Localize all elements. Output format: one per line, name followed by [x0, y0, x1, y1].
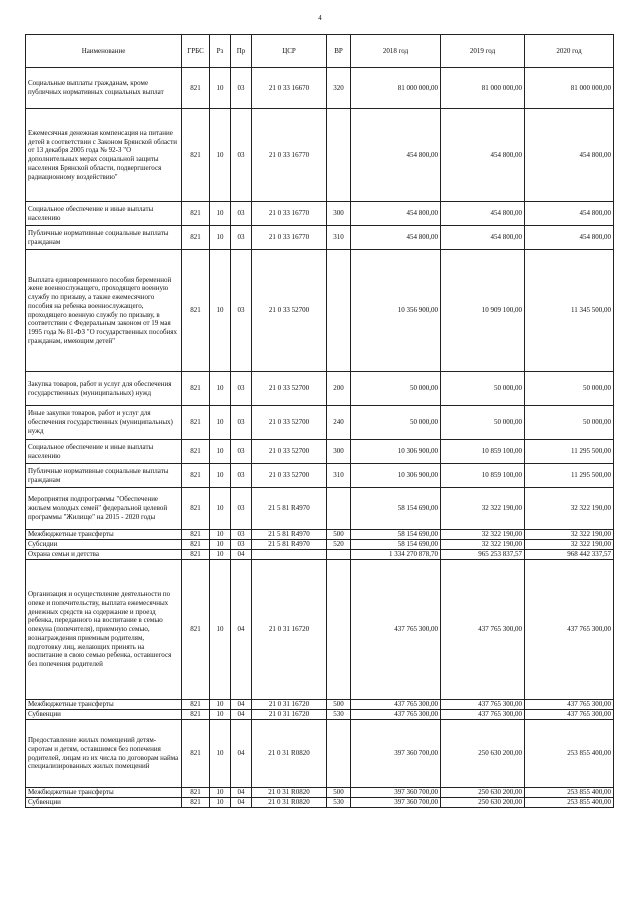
table-row — [26, 202, 614, 226]
row-vr: 200 — [327, 372, 351, 406]
row-grbs: 821 — [182, 560, 210, 700]
row-pr: 03 — [231, 464, 252, 488]
table-header-row — [26, 35, 614, 68]
row-rz: 10 — [210, 700, 231, 710]
row-csr: 21 0 33 52700 — [252, 372, 327, 406]
row-name: Предоставление жилых помещений детям-сиротам и детям, оставшимся без попечения родителей, лицам из их числа по договорам найма специализированных жилых помещений — [26, 720, 182, 788]
page-number: 4 — [318, 14, 322, 22]
row-csr: 21 0 31 16720 — [252, 710, 327, 720]
row-pr: 04 — [231, 550, 252, 560]
row-vr: 530 — [327, 710, 351, 720]
row-2018: 437 765 300,00 — [351, 700, 441, 710]
row-pr: 04 — [231, 710, 252, 720]
row-vr: 500 — [327, 700, 351, 710]
row-vr — [327, 250, 351, 372]
row-grbs: 821 — [182, 109, 210, 202]
row-vr — [327, 560, 351, 700]
row-name: Субвенции — [26, 710, 182, 720]
row-2018: 397 360 700,00 — [351, 798, 441, 808]
row-2019: 454 800,00 — [441, 109, 525, 202]
row-rz: 10 — [210, 710, 231, 720]
header-2019: 2019 год — [441, 35, 525, 68]
row-2018: 454 800,00 — [351, 202, 441, 226]
row-rz: 10 — [210, 798, 231, 808]
row-2018: 58 154 690,00 — [351, 488, 441, 530]
row-2019: 32 322 190,00 — [441, 540, 525, 550]
row-name: Межбюджетные трансферты — [26, 700, 182, 710]
row-vr: 320 — [327, 68, 351, 109]
row-grbs: 821 — [182, 550, 210, 560]
row-name: Выплата единовременного пособия беременной жене военнослужащего, проходящего военную службу по призыву, а также ежемесячного пособия на ребенка военнослужащего, проходящего военную службу по призыву, в соответствии с Федеральным законом от 19 мая 1995 года № 81-ФЗ "О государственных пособиях гражданам, имеющим детей" — [26, 250, 182, 372]
row-2020: 11 345 500,00 — [525, 250, 614, 372]
row-2020: 11 295 500,00 — [525, 440, 614, 464]
row-vr: 310 — [327, 464, 351, 488]
row-pr: 04 — [231, 720, 252, 788]
row-rz: 10 — [210, 109, 231, 202]
row-name: Публичные нормативные социальные выплаты гражданам — [26, 226, 182, 250]
row-pr: 04 — [231, 798, 252, 808]
row-pr: 03 — [231, 226, 252, 250]
row-rz: 10 — [210, 202, 231, 226]
row-grbs: 821 — [182, 540, 210, 550]
row-rz: 10 — [210, 488, 231, 530]
table-row — [26, 464, 614, 488]
table-row — [26, 710, 614, 720]
row-name: Закупка товаров, работ и услуг для обеспечения государственных (муниципальных) нужд — [26, 372, 182, 406]
row-vr: 520 — [327, 540, 351, 550]
row-2020: 454 800,00 — [525, 202, 614, 226]
row-name: Межбюджетные трансферты — [26, 788, 182, 798]
row-rz: 10 — [210, 226, 231, 250]
row-csr: 21 0 31 R0820 — [252, 798, 327, 808]
row-rz: 10 — [210, 406, 231, 440]
table-row — [26, 68, 614, 109]
row-vr — [327, 488, 351, 530]
row-rz: 10 — [210, 440, 231, 464]
table-row — [26, 109, 614, 202]
row-pr: 03 — [231, 68, 252, 109]
row-2018: 10 356 900,00 — [351, 250, 441, 372]
row-2020: 32 322 190,00 — [525, 530, 614, 540]
row-2019: 81 000 000,00 — [441, 68, 525, 109]
row-csr: 21 0 33 16770 — [252, 109, 327, 202]
row-2019: 454 800,00 — [441, 202, 525, 226]
row-grbs: 821 — [182, 406, 210, 440]
row-2019: 454 800,00 — [441, 226, 525, 250]
row-2019: 10 859 100,00 — [441, 440, 525, 464]
row-2020: 253 855 400,00 — [525, 798, 614, 808]
row-2018: 1 334 270 878,70 — [351, 550, 441, 560]
row-vr: 240 — [327, 406, 351, 440]
row-vr: 500 — [327, 788, 351, 798]
row-vr — [327, 720, 351, 788]
row-csr: 21 0 33 16670 — [252, 68, 327, 109]
row-2018: 10 306 900,00 — [351, 440, 441, 464]
row-2018: 454 800,00 — [351, 109, 441, 202]
row-2019: 32 322 190,00 — [441, 488, 525, 530]
row-csr: 21 0 33 52700 — [252, 250, 327, 372]
header-csr: ЦСР — [252, 35, 327, 68]
row-csr: 21 5 81 R4970 — [252, 540, 327, 550]
row-vr: 530 — [327, 798, 351, 808]
row-2020: 454 800,00 — [525, 109, 614, 202]
row-2018: 50 000,00 — [351, 406, 441, 440]
row-pr: 04 — [231, 560, 252, 700]
row-name: Социальное обеспечение и иные выплаты населению — [26, 202, 182, 226]
row-pr: 03 — [231, 202, 252, 226]
row-grbs: 821 — [182, 68, 210, 109]
row-pr: 03 — [231, 109, 252, 202]
row-rz: 10 — [210, 788, 231, 798]
row-2019: 50 000,00 — [441, 372, 525, 406]
row-name: Публичные нормативные социальные выплаты гражданам — [26, 464, 182, 488]
row-grbs: 821 — [182, 798, 210, 808]
row-grbs: 821 — [182, 464, 210, 488]
row-rz: 10 — [210, 372, 231, 406]
row-csr: 21 0 31 16720 — [252, 700, 327, 710]
row-2020: 454 800,00 — [525, 226, 614, 250]
row-name: Иные закупки товаров, работ и услуг для обеспечения государственных (муниципальных) нужд — [26, 406, 182, 440]
row-2019: 250 630 200,00 — [441, 788, 525, 798]
table-row — [26, 488, 614, 530]
row-name: Субвенции — [26, 798, 182, 808]
row-name: Охрана семьи и детства — [26, 550, 182, 560]
row-vr: 310 — [327, 226, 351, 250]
row-csr: 21 0 31 R0820 — [252, 720, 327, 788]
row-2019: 437 765 300,00 — [441, 710, 525, 720]
row-rz: 10 — [210, 530, 231, 540]
row-grbs: 821 — [182, 488, 210, 530]
row-grbs: 821 — [182, 226, 210, 250]
row-2018: 437 765 300,00 — [351, 560, 441, 700]
row-csr: 21 0 31 16720 — [252, 560, 327, 700]
row-2018: 437 765 300,00 — [351, 710, 441, 720]
row-pr: 03 — [231, 440, 252, 464]
row-2020: 437 765 300,00 — [525, 710, 614, 720]
row-2019: 10 909 100,00 — [441, 250, 525, 372]
row-grbs: 821 — [182, 720, 210, 788]
row-vr — [327, 550, 351, 560]
row-pr: 03 — [231, 372, 252, 406]
row-csr: 21 5 81 R4970 — [252, 488, 327, 530]
budget-table — [25, 34, 614, 808]
row-csr: 21 0 33 16770 — [252, 202, 327, 226]
row-2018: 58 154 690,00 — [351, 540, 441, 550]
row-rz: 10 — [210, 464, 231, 488]
table-row — [26, 798, 614, 808]
row-pr: 03 — [231, 406, 252, 440]
table-row — [26, 788, 614, 798]
row-name: Мероприятия подпрограммы "Обеспечение жильем молодых семей" федеральной целевой программы "Жилище" на 2015 - 2020 годы — [26, 488, 182, 530]
row-csr: 21 0 33 52700 — [252, 464, 327, 488]
row-2020: 253 855 400,00 — [525, 788, 614, 798]
row-rz: 10 — [210, 720, 231, 788]
row-rz: 10 — [210, 540, 231, 550]
row-csr: 21 0 33 52700 — [252, 440, 327, 464]
table-row — [26, 550, 614, 560]
row-rz: 10 — [210, 68, 231, 109]
row-pr: 04 — [231, 788, 252, 798]
row-pr: 03 — [231, 530, 252, 540]
row-2020: 437 765 300,00 — [525, 560, 614, 700]
row-csr: 21 0 33 52700 — [252, 406, 327, 440]
table-row — [26, 530, 614, 540]
row-2020: 32 322 190,00 — [525, 488, 614, 530]
row-2019: 32 322 190,00 — [441, 530, 525, 540]
header-2018: 2018 год — [351, 35, 441, 68]
row-pr: 03 — [231, 488, 252, 530]
row-2019: 250 630 200,00 — [441, 720, 525, 788]
row-2019: 437 765 300,00 — [441, 700, 525, 710]
row-grbs: 821 — [182, 788, 210, 798]
row-name: Социальные выплаты гражданам, кроме публичных нормативных социальных выплат — [26, 68, 182, 109]
row-name: Субсидии — [26, 540, 182, 550]
row-csr: 21 0 31 R0820 — [252, 788, 327, 798]
row-2020: 50 000,00 — [525, 372, 614, 406]
table-row — [26, 700, 614, 710]
row-name: Межбюджетные трансферты — [26, 530, 182, 540]
row-grbs: 821 — [182, 530, 210, 540]
row-vr — [327, 109, 351, 202]
row-csr: 21 0 33 16770 — [252, 226, 327, 250]
row-2019: 437 765 300,00 — [441, 560, 525, 700]
row-csr — [252, 550, 327, 560]
row-rz: 10 — [210, 560, 231, 700]
row-2020: 968 442 337,57 — [525, 550, 614, 560]
row-name: Ежемесячная денежная компенсация на питание детей в соответствии с Законом Брянской области от 13 декабря 2005 года № 92-З "О дополнительных мерах социальной защиты населения Брянской области, подвергшегося радиационному воздействию" — [26, 109, 182, 202]
row-2020: 253 855 400,00 — [525, 720, 614, 788]
row-2018: 10 306 900,00 — [351, 464, 441, 488]
table-row — [26, 250, 614, 372]
row-vr: 300 — [327, 440, 351, 464]
row-csr: 21 5 81 R4970 — [252, 530, 327, 540]
row-2019: 965 253 837,57 — [441, 550, 525, 560]
table-row — [26, 540, 614, 550]
row-pr: 04 — [231, 700, 252, 710]
row-2018: 58 154 690,00 — [351, 530, 441, 540]
row-2018: 397 360 700,00 — [351, 788, 441, 798]
row-2018: 397 360 700,00 — [351, 720, 441, 788]
row-vr: 300 — [327, 202, 351, 226]
row-2019: 250 630 200,00 — [441, 798, 525, 808]
row-vr: 500 — [327, 530, 351, 540]
header-name: Наименование — [26, 35, 182, 68]
row-name: Социальное обеспечение и иные выплаты населению — [26, 440, 182, 464]
table-row — [26, 406, 614, 440]
row-pr: 03 — [231, 250, 252, 372]
row-pr: 03 — [231, 540, 252, 550]
row-2018: 454 800,00 — [351, 226, 441, 250]
row-rz: 10 — [210, 550, 231, 560]
row-2018: 81 000 000,00 — [351, 68, 441, 109]
header-vr: ВР — [327, 35, 351, 68]
header-rz: Рз — [210, 35, 231, 68]
table-row — [26, 720, 614, 788]
table-row — [26, 560, 614, 700]
row-grbs: 821 — [182, 700, 210, 710]
row-2020: 437 765 300,00 — [525, 700, 614, 710]
row-rz: 10 — [210, 250, 231, 372]
row-2020: 11 295 500,00 — [525, 464, 614, 488]
table-row — [26, 440, 614, 464]
table-row — [26, 372, 614, 406]
row-grbs: 821 — [182, 250, 210, 372]
row-2020: 50 000,00 — [525, 406, 614, 440]
row-2019: 10 859 100,00 — [441, 464, 525, 488]
row-2020: 32 322 190,00 — [525, 540, 614, 550]
row-grbs: 821 — [182, 710, 210, 720]
header-grbs: ГРБС — [182, 35, 210, 68]
row-2018: 50 000,00 — [351, 372, 441, 406]
row-2019: 50 000,00 — [441, 406, 525, 440]
row-name: Организация и осуществление деятельности по опеке и попечительству, выплата ежемесячных денежных средств на содержание и проезд ребенка, переданного на воспитание в семью опекуна (попечителя), приемную семью, вознаграждения приемным родителям, подготовку лиц, желающих принять на воспитание в свою семью ребенка, оставшегося без попечения родителей — [26, 560, 182, 700]
header-2020: 2020 год — [525, 35, 614, 68]
table-row — [26, 226, 614, 250]
row-2020: 81 000 000,00 — [525, 68, 614, 109]
header-pr: Пр — [231, 35, 252, 68]
row-grbs: 821 — [182, 372, 210, 406]
row-grbs: 821 — [182, 440, 210, 464]
row-grbs: 821 — [182, 202, 210, 226]
